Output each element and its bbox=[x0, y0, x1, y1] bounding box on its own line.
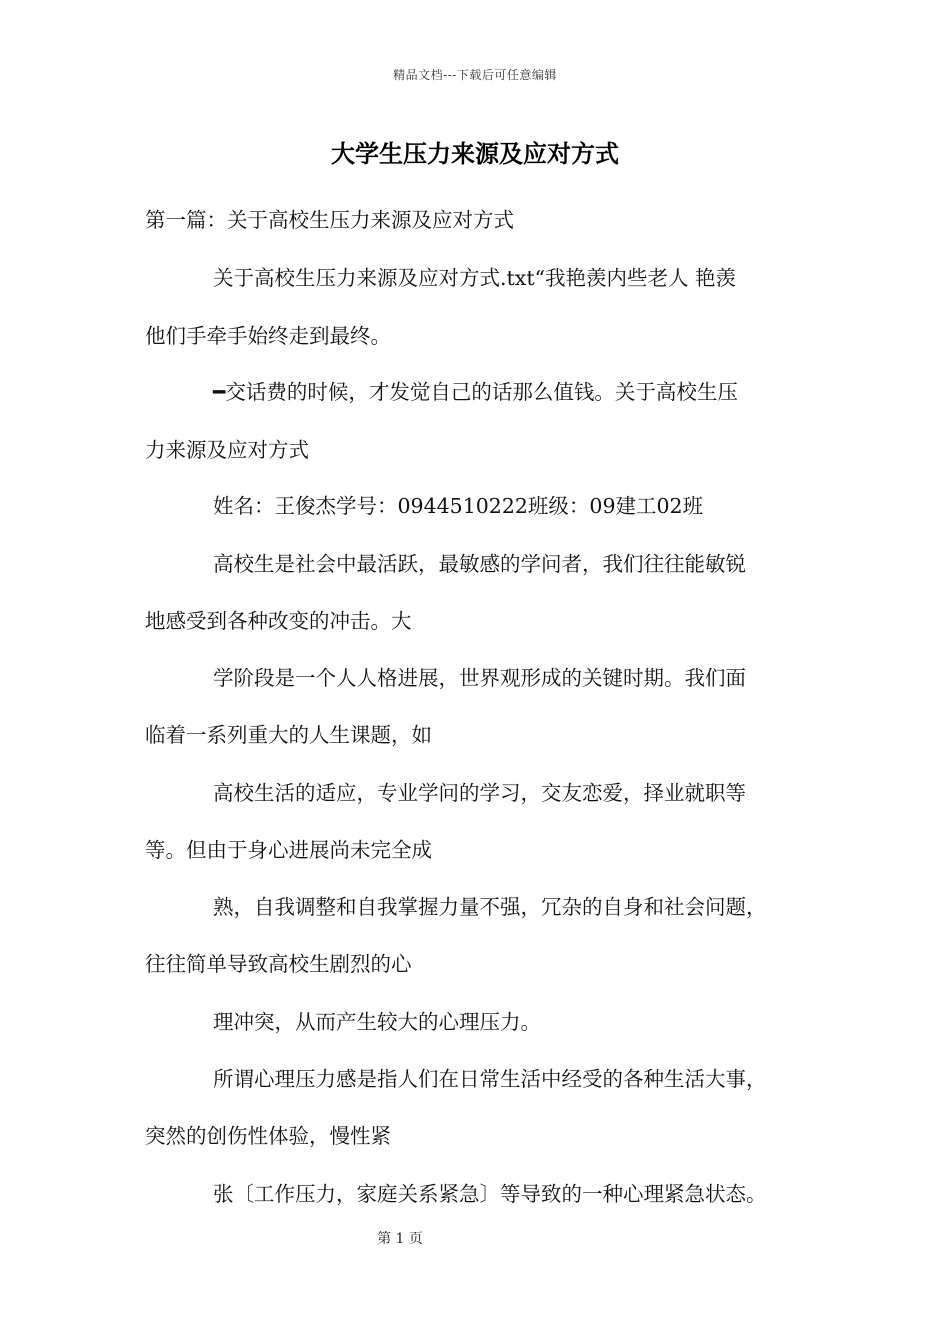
paragraph-line: 高校生活的适应，专业学问的学习，交友恋爱，择业就职等 bbox=[213, 781, 746, 805]
paragraph-line: 他们手牵手始终走到最终。 bbox=[145, 324, 391, 348]
paragraph-line: 突然的创伤性体验，慢性紧 bbox=[145, 1124, 391, 1148]
paragraph-line: 往往简单导致高校生剧烈的心 bbox=[145, 952, 412, 976]
paragraph-line: 等。但由于身心进展尚未完全成 bbox=[145, 838, 432, 862]
paragraph-line: 熟，自我调整和自我掌握力量不强，冗杂的自身和社会问题， bbox=[213, 895, 767, 919]
document-title: 大学生压力来源及应对方式 bbox=[331, 140, 619, 168]
paragraph-line: ━交话费的时候，才发觉自己的话那么值钱。关于高校生压 bbox=[213, 380, 738, 404]
paragraph-line: 张〔工作压力，家庭关系紧急〕等导致的一种心理紧急状态。 bbox=[213, 1182, 767, 1206]
paragraph-line: 学阶段是一个人人格进展，世界观形成的关键时期。我们面 bbox=[213, 666, 746, 690]
paragraph-line: 理冲突，从而产生较大的心理压力。 bbox=[213, 1010, 541, 1034]
paragraph-line: 高校生是社会中最活跃，最敏感的学问者，我们往往能敏锐 bbox=[213, 552, 746, 576]
page-header-note: 精品文档---下载后可任意编辑 bbox=[393, 68, 557, 82]
paragraph-line: 地感受到各种改变的冲击。大 bbox=[145, 609, 412, 633]
section-heading: 第一篇：关于高校生压力来源及应对方式 bbox=[145, 208, 514, 232]
paragraph-line: 临着一系列重大的人生课题，如 bbox=[145, 723, 432, 747]
author-info-line: 姓名：王俊杰学号：0944510222班级：09建工02班 bbox=[213, 494, 704, 518]
paragraph-line: 所谓心理压力感是指人们在日常生活中经受的各种生活大事， bbox=[213, 1067, 767, 1091]
page-number: 第 1 页 bbox=[377, 1231, 423, 1247]
paragraph-line: 力来源及应对方式 bbox=[145, 438, 309, 462]
paragraph-line: 关于高校生压力来源及应对方式.txt“我艳羡内些老人 艳羡 bbox=[213, 266, 737, 290]
